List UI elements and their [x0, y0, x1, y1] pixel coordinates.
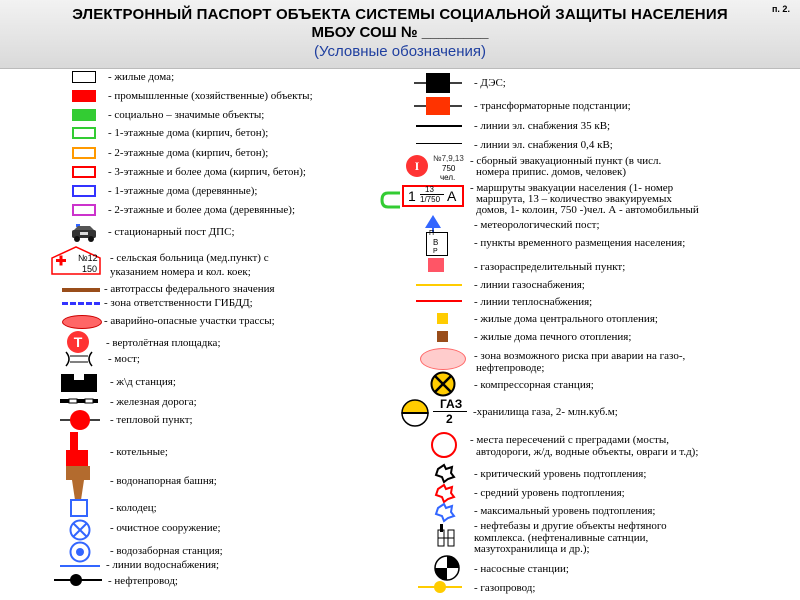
- legend-label-route-3: домов, 1- колоин, 750 -)чел. А - автомобильный: [476, 204, 699, 216]
- legend-label-flood-critical: - критический уровень подтопления;: [474, 468, 647, 480]
- route-frac-bottom: 1/750: [420, 195, 441, 204]
- diesel-station-icon: [414, 72, 462, 94]
- transformer-icon: [414, 95, 462, 117]
- legend-label-hospital-2: указанием номера и кол. коек;: [110, 266, 251, 278]
- red-rect-icon: [72, 90, 96, 102]
- route-arrow-icon: [380, 190, 402, 210]
- legend-label-heat-point: - тепловой пункт;: [110, 414, 193, 426]
- legend-label-2floor-wood: - 2-этажные и более дома (деревянные);: [108, 204, 296, 216]
- helipad-icon: Т: [67, 331, 89, 353]
- gas-storage-volume: 2: [446, 412, 453, 426]
- pump-station-icon: [434, 555, 460, 581]
- railway-line-icon: [60, 396, 98, 406]
- danger-zone-ellipse-icon: [62, 315, 102, 329]
- legend-label-heat-line: - линии теплоснабжения;: [474, 296, 593, 308]
- legend-label-industrial: - промышленные (хозяйственные) объекты;: [108, 90, 313, 102]
- legend-label-temp-shelter: - пункты временного размещения населения;: [474, 237, 686, 249]
- legend-label-gas-storage: -хранилища газа, 2- млн.куб.м;: [473, 406, 618, 418]
- legend-label-route-2: маршрута, 13 – количество эвакуируемых: [476, 193, 672, 205]
- legend-label-gas-line: - линии газоснабжения;: [474, 279, 585, 291]
- shelter-letter-p: П: [429, 230, 435, 237]
- gas-pipeline-icon: [418, 579, 462, 595]
- legend-label-dps-post: - стационарный пост ДПС;: [108, 226, 235, 238]
- orange-outline-rect-icon: [72, 147, 96, 159]
- legend-label-evac-point-1: - сборный эвакуационный пункт (в числ.: [470, 155, 662, 167]
- legend-label-crossing-1: - места пересечений с преградами (мосты,: [470, 434, 669, 446]
- route-letter: А: [447, 188, 457, 204]
- evac-people-unit: чел.: [440, 173, 456, 182]
- legend-label-crossing-2: автодороги, ж/д, водные объекты, овраги и т.д);: [476, 446, 699, 458]
- legend-label-pump-station: - насосные станции;: [474, 563, 569, 575]
- legend-label-social: - социально – значимые объекты;: [108, 109, 265, 121]
- legend-label-risk-zone-2: нефтепроводе;: [476, 362, 545, 374]
- legend-label-des: - ДЭС;: [474, 77, 506, 89]
- evacuation-point-icon: I: [406, 155, 428, 177]
- legend-label-central-heating: - жилые дома центрального отопления;: [474, 313, 658, 325]
- legend-label-transformer: - трансформаторные подстанции;: [474, 100, 631, 112]
- power-line-35-icon: [416, 125, 462, 127]
- legend-label-flood-medium: - средний уровень подтопления;: [474, 487, 625, 499]
- legend-label-2floor-brick: - 2-этажные дома (кирпич, бетон);: [108, 147, 269, 159]
- highway-line-icon: [62, 288, 100, 292]
- legend-label-3floor-brick: - 3-этажные и более дома (кирпич, бетон);: [108, 166, 306, 178]
- legend-label-helipad: - вертолётная площадка;: [106, 337, 221, 349]
- oil-depot-icon: [436, 522, 458, 548]
- gas-distribution-icon: [428, 258, 444, 272]
- legend-label-boiler: - котельные;: [110, 446, 168, 458]
- gas-storage-label: ГАЗ: [440, 397, 463, 411]
- legend-label-weather: - метеорологический пост;: [474, 219, 600, 231]
- legend-label-well: - колодец;: [110, 502, 157, 514]
- purple-outline-rect-icon: [72, 204, 96, 216]
- legend-label-oil-depot-2: комплекса. (нефтеналивные сатнции,: [474, 532, 649, 544]
- shelter-letter-r: Р: [433, 248, 438, 255]
- green-outline-rect-icon: [72, 127, 96, 139]
- legend-label-residential: - жилые дома;: [108, 71, 175, 83]
- railway-station-icon: [60, 370, 98, 394]
- risk-zone-icon: [420, 348, 466, 370]
- legend-label-1floor-wood: - 1-этажные дома (деревянные);: [108, 185, 258, 197]
- legend-label-1floor-brick: - 1-этажные дома (кирпич, бетон);: [108, 127, 269, 139]
- legend-label-railway: - железная дорога;: [110, 396, 197, 408]
- legend-label-water-tower: - водонапорная башня;: [110, 475, 217, 487]
- legend-label-gas-pipeline: - газопровод;: [474, 582, 536, 594]
- legend-label-water-line: - линии водоснабжения;: [106, 559, 220, 571]
- black-outline-rect-icon: [72, 71, 96, 83]
- boiler-icon: [64, 432, 90, 468]
- legend-label-stove-heating: - жилые дома печного отопления;: [474, 331, 632, 343]
- flood-medium-icon: [434, 483, 456, 503]
- legend-label-hospital-1: - сельская больница (мед.пункт) с: [110, 252, 269, 264]
- legend-label-oil-pipeline: - нефтепровод;: [108, 575, 178, 587]
- treatment-plant-icon: [69, 519, 91, 541]
- well-icon: [70, 499, 88, 517]
- red-outline-rect-icon: [72, 166, 96, 178]
- legend-label-oil-depot-1: - нефтебазы и другие объекты нефтяного: [474, 520, 667, 532]
- oil-pipeline-icon: [54, 572, 102, 588]
- legend-label-treatment: - очистное сооружение;: [110, 522, 221, 534]
- gibdd-zone-line-icon: [62, 302, 100, 305]
- heat-point-icon: [60, 408, 100, 432]
- legend-label-flood-max: - максимальный уровень подтопления;: [474, 505, 656, 517]
- flood-max-icon: [434, 502, 456, 522]
- legend-label-power-04: - линии эл. снабжения 0,4 кВ;: [474, 139, 613, 151]
- gas-line-icon: [416, 284, 462, 286]
- shelter-letter-v: В: [433, 238, 439, 247]
- page-subtitle: (Условные обозначения): [313, 43, 487, 60]
- route-frac-top: 13: [425, 185, 434, 194]
- legend-label-compressor: - компрессорная станция;: [474, 379, 594, 391]
- flood-critical-icon: [434, 463, 456, 483]
- heat-line-icon: [416, 300, 462, 302]
- stove-heating-icon: [437, 331, 448, 342]
- evac-people-count: 750: [442, 164, 456, 173]
- legend-label-danger-road: - аварийно-опасные участки трассы;: [104, 315, 275, 327]
- evac-houses: №7,9,13: [433, 154, 464, 163]
- water-tower-icon: [64, 466, 92, 500]
- water-line-icon: [60, 565, 100, 567]
- legend-label-route-1: - маршруты эвакуации населения (1- номер: [470, 182, 674, 194]
- police-car-icon: [70, 222, 98, 244]
- hospital-number: №12: [78, 253, 98, 263]
- power-line-04-icon: [416, 143, 462, 144]
- legend-label-gibdd: - зона ответственности ГИБДД;: [104, 297, 253, 309]
- header-bar: [0, 0, 800, 69]
- compressor-icon: [430, 371, 456, 397]
- legend-label-evac-point-2: номера припис. домов, человек): [476, 166, 627, 178]
- legend-label-bridge: - мост;: [108, 353, 140, 365]
- page-number: п. 2.: [772, 4, 790, 14]
- page-title-line2: МБОУ СОШ № ________: [311, 24, 489, 41]
- legend-label-risk-zone-1: - зона возможного риска при аварии на газо-,: [474, 350, 686, 362]
- bridge-icon: [64, 350, 94, 368]
- central-heating-icon: [437, 313, 448, 324]
- page-title-line1: ЭЛЕКТРОННЫЙ ПАСПОРТ ОБЪЕКТА СИСТЕМЫ СОЦИАЛЬНОЙ ЗАЩИТЫ НАСЕЛЕНИЯ: [72, 6, 728, 23]
- blue-outline-rect-icon: [72, 185, 96, 197]
- gas-storage-icon: [400, 400, 430, 426]
- water-intake-icon: [69, 541, 91, 563]
- crossing-icon: [431, 432, 457, 458]
- green-rect-icon: [72, 109, 96, 121]
- route-number: 1: [408, 188, 416, 204]
- hospital-beds: 150: [82, 264, 98, 274]
- legend-label-water-intake: - водозаборная станция;: [110, 545, 223, 557]
- legend-label-rail-station: - ж\д станция;: [110, 376, 176, 388]
- legend-label-gas-distribution: - газораспределительный пункт;: [474, 261, 626, 273]
- legend-label-power-35: - линии эл. снабжения 35 кВ;: [474, 120, 611, 132]
- legend-label-oil-depot-3: мазутохранилища и др.);: [474, 543, 590, 555]
- legend-label-highway: - автотрассы федерального значения: [104, 283, 275, 295]
